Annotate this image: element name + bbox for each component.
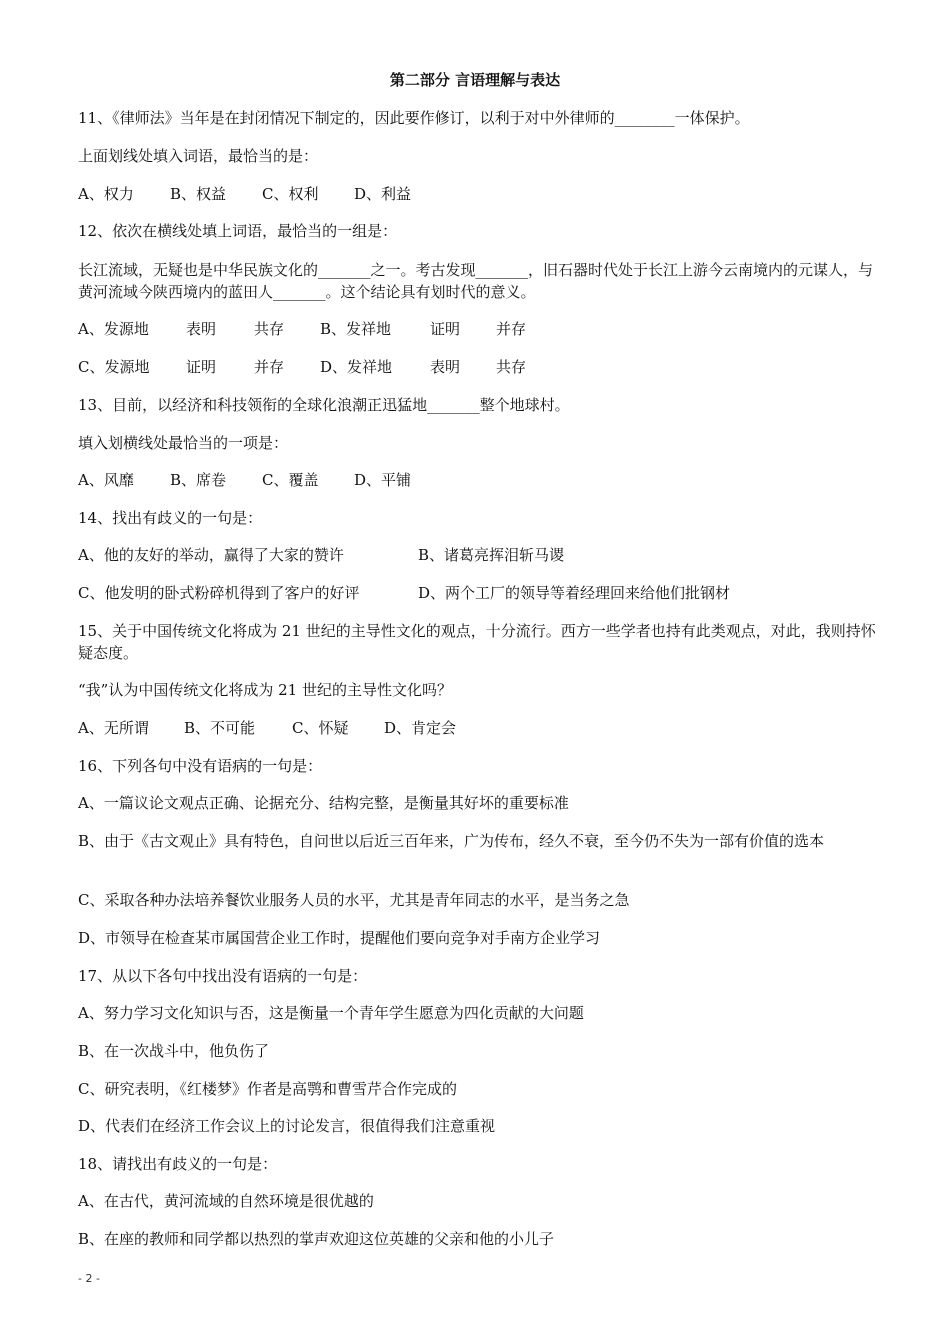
q14-option-c: C、他发明的卧式粉碎机得到了客户的好评 [78, 584, 360, 602]
q12-option-c-word-3: 并存 [254, 358, 285, 376]
q12-option-a-word-3: 共存 [254, 320, 285, 338]
q12-option-b: B、发祥地 [320, 320, 392, 338]
q12-options-row-1 [78, 318, 526, 340]
q13-options [78, 469, 411, 491]
q17-option-b: B、在一次战斗中，他负伤了 [78, 1042, 270, 1060]
q12-option-a: A、发源地 [78, 320, 149, 338]
q13-option-a: A、风靡 [78, 471, 134, 489]
q11-option-c: C、权利 [262, 185, 319, 203]
q11-option-d: D、利益 [354, 185, 412, 203]
q17-option-a: A、努力学习文化知识与否，这是衡量一个青年学生愿意为四化贡献的大问题 [78, 1004, 584, 1022]
q12-option-c: C、发源地 [78, 358, 150, 376]
q11-stem: 11、《律师法》当年是在封闭情况下制定的，因此要作修订，以利于对中外律师的________一体保护。 [78, 109, 750, 127]
q12-option-a-word-2: 表明 [186, 320, 217, 338]
q15-option-a: A、无所谓 [78, 719, 149, 737]
q18-option-b: B、在座的教师和同学都以热烈的掌声欢迎这位英雄的父亲和他的小儿子 [78, 1230, 555, 1248]
q12-options-row-2 [78, 356, 526, 378]
q13-option-c: C、覆盖 [262, 471, 319, 489]
q11-prompt: 上面划线处填入词语，最恰当的是： [78, 147, 319, 165]
q15-options [78, 717, 456, 739]
q17-option-d: D、代表们在经济工作会议上的讨论发言，很值得我们注意重视 [78, 1117, 496, 1135]
q16-option-b: B、由于《古文观止》具有特色，自问世以后近三百年来，广为传布，经久不衰，至今仍不失为一部有价值的选本 [78, 832, 825, 850]
q11-option-a: A、权力 [78, 185, 134, 203]
q12-option-b-word-2: 证明 [430, 320, 461, 338]
q12-option-c-word-2: 证明 [186, 358, 217, 376]
q14-options-row-1 [78, 544, 564, 566]
page-number: - 2 - [78, 1272, 100, 1285]
q11-options [78, 183, 411, 205]
q16-stem: 16、下列各句中没有语病的一句是： [78, 757, 323, 775]
q15-option-d: D、肯定会 [384, 719, 457, 737]
q14-option-d: D、两个工厂的领导等着经理回来给他们批钢材 [418, 584, 731, 602]
q16-option-d: D、市领导在检查某市属国营企业工作时，提醒他们要向竞争对手南方企业学习 [78, 929, 601, 947]
q18-option-a: A、在古代，黄河流域的自然环境是很优越的 [78, 1192, 374, 1210]
q13-option-b: B、席卷 [170, 471, 227, 489]
q16-option-a: A、一篇议论文观点正确、论据充分、结构完整，是衡量其好坏的重要标准 [78, 794, 569, 812]
q12-passage: 长江流域，无疑也是中华民族文化的_______之一。考古发现_______，旧石器时代处于长江上游今云南境内的元谋人，与黄河流域今陕西境内的蓝田人_______。这个结论具有划时代的意义。 [78, 261, 874, 301]
section-title: 第二部分 言语理解与表达 [389, 71, 561, 89]
q14-stem: 14、找出有歧义的一句是： [78, 509, 263, 527]
q15-option-c: C、怀疑 [292, 719, 349, 737]
q14-option-a: A、他的友好的举动，赢得了大家的赞许 [78, 546, 344, 564]
q13-stem: 13、目前，以经济和科技领衔的全球化浪潮正迅猛地_______整个地球村。 [78, 396, 570, 414]
q14-option-b: B、诸葛亮挥泪斩马谡 [418, 546, 565, 564]
q18-stem: 18、请找出有歧义的一句是： [78, 1155, 278, 1173]
q15-stem: 15、关于中国传统文化将成为 21 世纪的主导性文化的观点，十分流行。西方一些学者也持有此类观点，对此，我则持怀疑态度。 [78, 622, 876, 662]
q12-option-d-word-2: 表明 [430, 358, 461, 376]
q13-option-d: D、平铺 [354, 471, 412, 489]
q16-option-c: C、采取各种办法培养餐饮业服务人员的水平，尤其是青年同志的水平，是当务之急 [78, 891, 630, 909]
q11-option-b: B、权益 [170, 185, 227, 203]
q12-option-b-word-3: 并存 [496, 320, 527, 338]
q15-option-b: B、不可能 [184, 719, 256, 737]
q13-prompt: 填入划横线处最恰当的一项是： [78, 434, 289, 452]
q12-option-d-word-3: 共存 [496, 358, 527, 376]
q17-stem: 17、从以下各句中找出没有语病的一句是： [78, 967, 368, 985]
q17-option-c: C、研究表明，《红楼梦》作者是高鹗和曹雪芹合作完成的 [78, 1080, 457, 1098]
q12-stem: 12、依次在横线处填上词语，最恰当的一组是： [78, 222, 398, 240]
q14-options-row-2 [78, 582, 730, 604]
q12-option-d: D、发祥地 [320, 358, 393, 376]
q15-prompt: “我”认为中国传统文化将成为 21 世纪的主导性文化吗？ [78, 681, 452, 699]
